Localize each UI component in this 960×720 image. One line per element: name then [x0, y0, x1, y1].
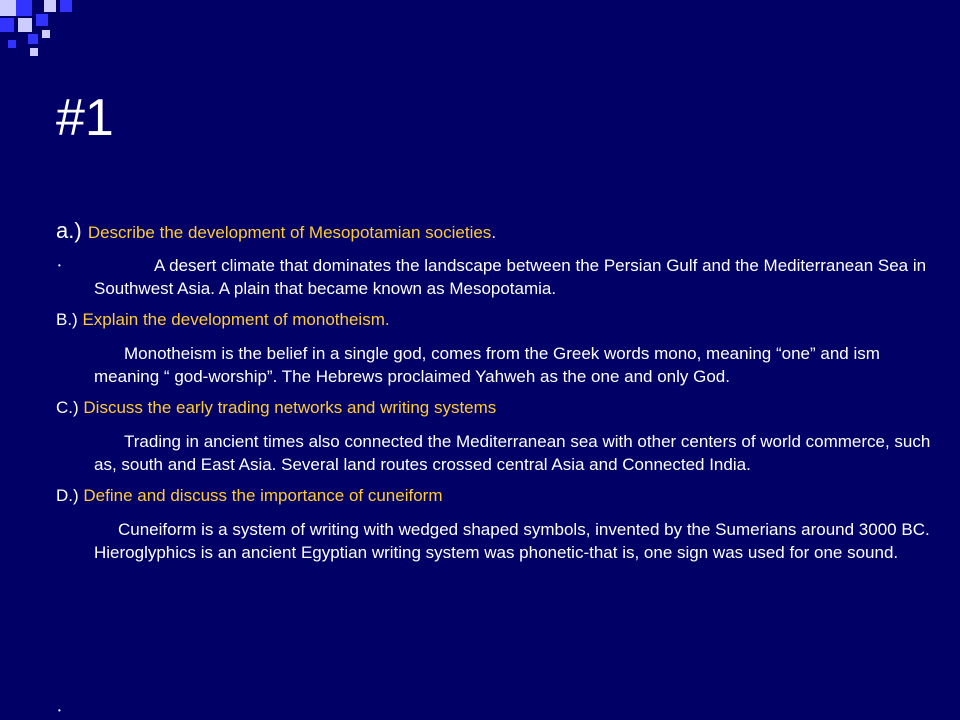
deco-square [36, 14, 48, 26]
answer-c [56, 430, 936, 476]
answer-a [56, 254, 936, 300]
deco-square [30, 48, 38, 56]
slide-content [56, 216, 936, 572]
stray-bullet-icon: • [58, 706, 61, 715]
deco-square [16, 0, 32, 16]
deco-square [18, 18, 32, 32]
deco-square [42, 30, 50, 38]
question-c-text: Discuss the early trading networks and writing systems [83, 398, 497, 417]
deco-square [28, 34, 38, 44]
question-a-text: Describe the development of Mesopotamian societies [87, 223, 492, 242]
question-d-text: Define and discuss the importance of cuneiform [83, 486, 443, 505]
question-b [56, 308, 936, 332]
answer-b-text: Monotheism is the belief in a single god, comes from the Greek words mono, meaning “one” and ism meaning “ god-worship”. The Hebrews proclaimed Yahweh as the one and only God. [94, 344, 880, 386]
answer-d [56, 518, 936, 564]
question-a-suffix: . [491, 223, 497, 242]
bullet-icon: • [58, 261, 61, 270]
deco-square [8, 40, 16, 48]
question-c [56, 396, 936, 420]
question-c-prefix: C.) [56, 398, 79, 417]
answer-a-text: A desert climate that dominates the landscape between the Persian Gulf and the Mediterranean Sea in Southwest Asia. A plain that became known as Mesopotamia. [94, 256, 927, 298]
question-d-prefix: D.) [56, 486, 79, 505]
deco-square [44, 0, 56, 12]
answer-b [56, 342, 936, 388]
slide-title: #1 [56, 89, 114, 147]
question-a [56, 216, 936, 248]
question-d [56, 484, 936, 508]
answer-c-text: Trading in ancient times also connected the Mediterranean sea with other centers of world commerce, such as, south and East Asia. Several land routes crossed central Asia and Connected India. [94, 432, 931, 474]
deco-square [60, 0, 72, 12]
question-a-prefix: a.) [56, 218, 82, 243]
question-b-prefix: B.) [56, 310, 78, 329]
deco-square [0, 0, 16, 16]
corner-decoration [0, 0, 100, 60]
answer-d-text: Cuneiform is a system of writing with wedged shaped symbols, invented by the Sumerians around 3000 BC. Hieroglyphics is an ancient Egyptian writing system was phonetic-that is, one sign was used for one sound. [94, 520, 930, 562]
deco-square [0, 18, 14, 32]
question-b-text: Explain the development of monotheism. [82, 310, 390, 329]
